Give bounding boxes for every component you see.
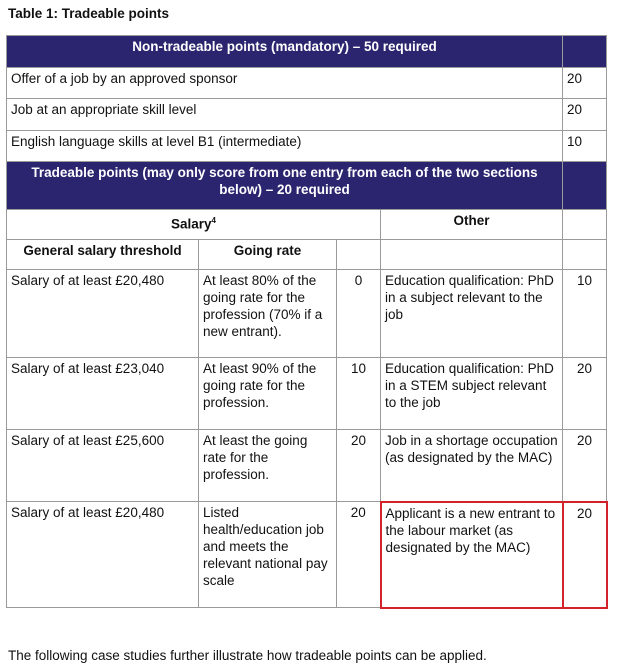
salary-threshold: Salary of at least £20,480: [7, 502, 199, 608]
going-rate: At least 80% of the going rate for the profession (70% if a new entrant).: [199, 270, 337, 358]
going-rate: Listed health/education job and meets the relevant national pay scale: [199, 502, 337, 608]
salary-threshold: Salary of at least £25,600: [7, 430, 199, 502]
mandatory-row-points: 10: [563, 131, 607, 162]
col-other-points: [563, 240, 607, 270]
other-points-highlighted: 20: [563, 502, 607, 608]
col-other: [381, 240, 563, 270]
other-criterion-highlighted: Applicant is a new entrant to the labour market (as designated by the MAC): [381, 502, 563, 608]
other-header: Other: [381, 210, 563, 240]
col-going-rate: Going rate: [199, 240, 337, 270]
table-caption: Table 1: Tradeable points: [8, 6, 170, 21]
footer-text: The following case studies further illustrate how tradeable points can be applied.: [8, 648, 487, 663]
going-rate: At least the going rate for the profession.: [199, 430, 337, 502]
other-points: 20: [563, 358, 607, 430]
salary-points: 20: [337, 502, 381, 608]
other-points: 20: [563, 430, 607, 502]
tradeable-points-table: [6, 35, 608, 609]
other-criterion: Education qualification: PhD in a STEM subject relevant to the job: [381, 358, 563, 430]
salary-header: [7, 210, 381, 240]
mandatory-row-label: Offer of a job by an approved sponsor: [7, 68, 563, 99]
mandatory-row-label: English language skills at level B1 (intermediate): [7, 131, 563, 162]
col-salary-points: [337, 240, 381, 270]
mandatory-header-spacer: [563, 36, 607, 68]
salary-points: 10: [337, 358, 381, 430]
mandatory-row-label: Job at an appropriate skill level: [7, 99, 563, 131]
salary-threshold: Salary of at least £20,480: [7, 270, 199, 358]
tradeable-header-spacer: [563, 162, 607, 210]
other-criterion: Education qualification: PhD in a subject relevant to the job: [381, 270, 563, 358]
other-header-points: [563, 210, 607, 240]
col-general-threshold: General salary threshold: [7, 240, 199, 270]
going-rate: At least 90% of the going rate for the profession.: [199, 358, 337, 430]
tradeable-header: Tradeable points (may only score from one entry from each of the two sections below) – 20 required: [7, 162, 563, 210]
other-criterion: Job in a shortage occupation (as designated by the MAC): [381, 430, 563, 502]
mandatory-header: Non-tradeable points (mandatory) – 50 required: [7, 36, 563, 68]
mandatory-row-points: 20: [563, 99, 607, 131]
salary-points: 0: [337, 270, 381, 358]
salary-footnote-marker: 4: [211, 216, 216, 225]
mandatory-row-points: 20: [563, 68, 607, 99]
salary-threshold: Salary of at least £23,040: [7, 358, 199, 430]
salary-points: 20: [337, 430, 381, 502]
other-points: 10: [563, 270, 607, 358]
salary-header-label: Salary: [171, 216, 212, 232]
